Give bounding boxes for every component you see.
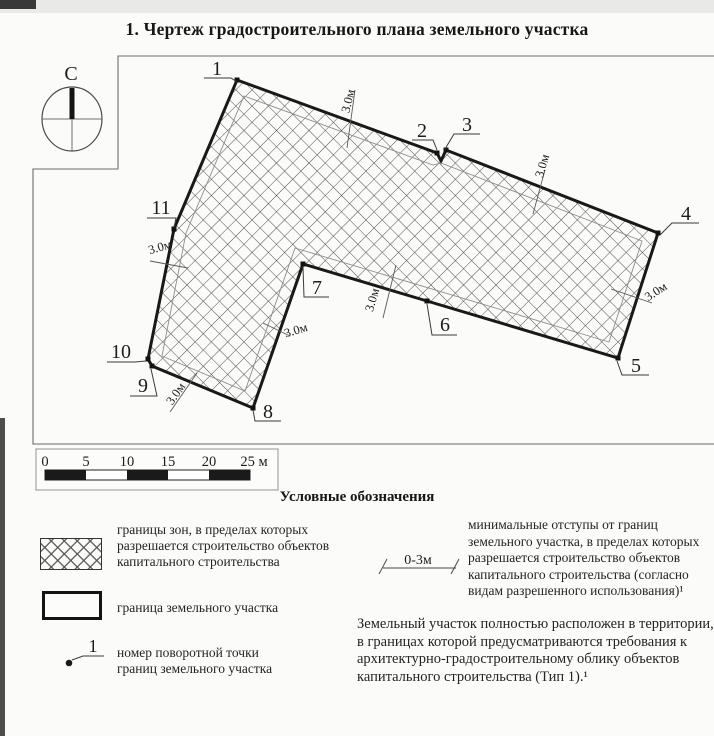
vertex-marker-5 [616,356,621,361]
setback-dim-label: 3.0м [642,279,670,304]
legend-setback-text [468,517,714,600]
territory-note-line: капитального строительства (Тип 1).¹ [357,668,588,685]
point-label-1: 1 [212,58,222,80]
scale-bar [36,449,278,490]
buildable-zone-area [148,80,658,408]
compass-north-needle [70,88,75,119]
point-label-9: 9 [138,375,148,397]
territory-note [357,616,714,686]
setback-dim-label: 3.0м [338,87,358,115]
point-label-11: 11 [151,197,171,219]
legend-zone-line: границы зон, в пределах которых [117,522,309,537]
legend-setback-line: капитального строительства (согласно [468,566,689,582]
scale-tick-label: 20 [201,454,217,470]
point-leader-4 [660,223,699,235]
scale-bar-segment [209,470,250,480]
scale-bar-segment [127,470,168,480]
point-label-5: 5 [631,355,641,377]
compass [42,63,102,151]
scale-tick-label: 15 [160,454,176,470]
territory-note-line: Земельный участок полностью расположен в территории, [357,616,714,632]
point-label-8: 8 [263,401,273,423]
legend-boundary-text: граница земельного участка [117,600,279,615]
territory-note-line: в границах которой предусматриваются требования к [357,633,688,650]
vertex-marker-7 [301,262,306,267]
parcel-boundary-swatch [42,591,102,620]
point-label-2: 2 [417,120,427,142]
vertex-marker-9 [150,364,155,369]
legend-point-line: границ земельного участка [117,661,273,677]
scale-tick-label: 5 [82,454,90,470]
setback-dim-label: 3.0м [146,237,174,258]
setback-dim-label: 3.0м [362,286,383,314]
legend-zone-line: разрешается строительство объектов [117,538,330,554]
document-title: 1. Чертеж градостроительного плана земельного участка [125,19,589,39]
setback-dim-label: 3.0м [532,152,553,180]
territory-note-line: архитектурно-градостроительному облику объектов [357,651,680,668]
scale-tick-label: 10 [119,454,135,470]
legend-setback-line: минимальные отступы от границ [468,517,658,532]
setback-symbol-tick-left [379,559,387,574]
point-label-6: 6 [440,314,450,336]
setback-symbol-label: 0-3м [404,553,432,568]
turning-point-number: 1 [88,636,98,656]
legend-setback-symbol [379,553,459,574]
legend-point-text [117,645,377,677]
point-label-10: 10 [111,341,131,363]
point-label-7: 7 [312,277,322,299]
point-label-3: 3 [462,114,472,136]
legend-setback-line: земельного участка, в пределах которых [468,533,700,549]
scale-tick-label: 25 м [240,454,268,470]
legend-title: Условные обозначения [279,489,435,505]
turning-point-dot [66,660,73,667]
compass-north-label: С [64,63,78,85]
vertex-marker-6 [425,299,430,304]
setback-dim-label: 3.0м [163,380,189,408]
legend-zone-line: капитального строительства [117,554,280,570]
scale-tick-label: 0 [41,454,49,470]
point-leader-3 [445,134,480,149]
legend-setback-line: разрешается строительство объектов [468,550,681,566]
scale-bar-segment [45,470,86,480]
legend-point-line: номер поворотной точки [117,645,259,660]
vertex-marker-10 [146,357,151,362]
turning-point-leader [72,656,104,660]
legend-zone-text [117,522,377,571]
legend-turning-point-symbol [66,636,104,666]
legend-setback-line: видам разрешенного использования)¹ [468,583,684,599]
point-label-4: 4 [681,203,691,225]
setback-dim-label: 3.0м [282,320,310,341]
vertex-marker-8 [251,406,256,411]
crosshatch-swatch [40,538,102,570]
vertex-marker-2 [435,151,440,156]
setback-symbol-tick-right [451,559,459,574]
